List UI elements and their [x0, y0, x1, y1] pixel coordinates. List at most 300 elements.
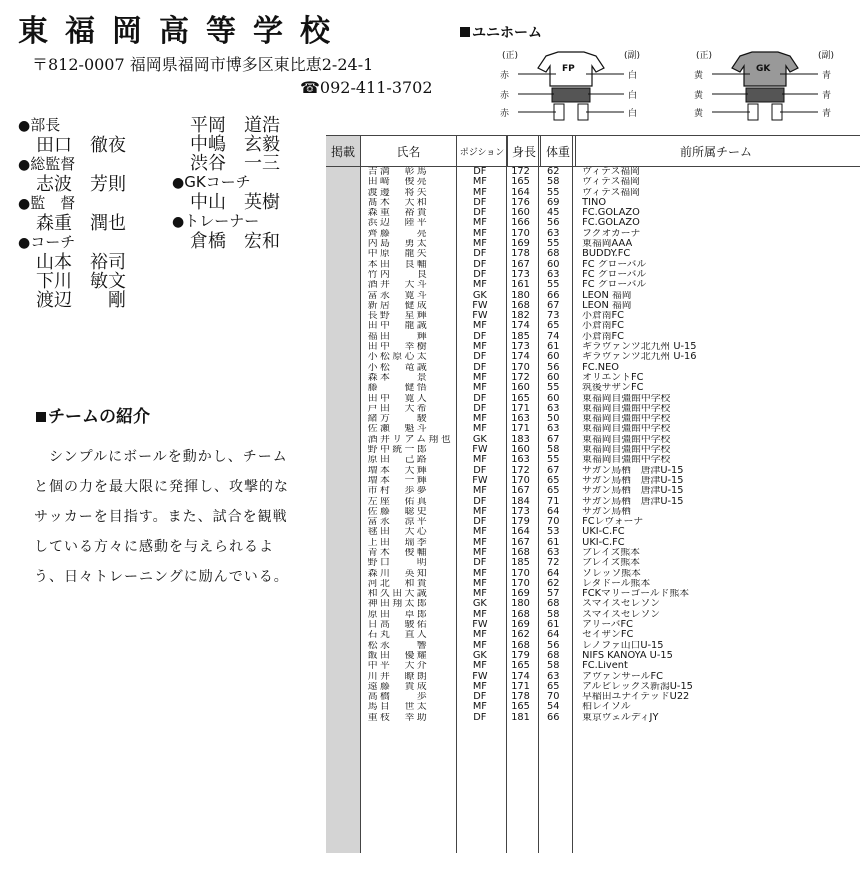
roster-row — [326, 332, 860, 342]
player-name: 野中統一郎 — [367, 445, 430, 456]
team-intro-title-text: チームの紹介 — [48, 407, 150, 427]
player-previous-team: アルビレックス新潟U-15 — [582, 681, 693, 692]
player-name: 田中 龍誠 — [367, 321, 430, 332]
player-previous-team: 小倉南FC — [582, 321, 625, 332]
player-height: 180 — [511, 598, 530, 610]
roster-row — [326, 692, 860, 702]
player-weight: 63 — [547, 227, 560, 239]
roster-row — [326, 641, 860, 651]
player-position: MF — [472, 505, 487, 517]
listed-cell — [326, 270, 360, 280]
player-height: 182 — [511, 310, 530, 322]
player-weight: 63 — [547, 268, 560, 280]
staff-name: 中嶋 玄毅 — [190, 134, 280, 155]
listed-cell — [326, 641, 360, 651]
player-position: DF — [473, 258, 487, 270]
player-height: 161 — [511, 279, 530, 291]
player-name: 中原 龍矢 — [367, 249, 430, 260]
fp-primary-label: (正) — [502, 51, 519, 61]
col-header-previous-team: 前所属チーム — [679, 144, 752, 159]
gk-shorts-color: 黄 — [694, 91, 704, 101]
player-height: 174 — [511, 351, 530, 363]
player-position: DF — [473, 361, 487, 373]
roster-row — [326, 610, 860, 620]
player-name: 増本 大輝 — [367, 465, 430, 476]
gk-shirt-color: 黄 — [694, 71, 704, 81]
staff-name: 渋谷 一三 — [190, 153, 280, 174]
player-position: DF — [473, 464, 487, 476]
roster-row — [326, 651, 860, 661]
player-height: 172 — [511, 464, 530, 476]
player-name: 本田 良輔 — [367, 259, 430, 270]
roster-row — [326, 486, 860, 496]
roster-row — [326, 599, 860, 609]
player-position: MF — [472, 341, 487, 353]
player-height: 172 — [511, 166, 530, 177]
player-weight: 55 — [547, 279, 560, 291]
player-name: 神田翔太郎 — [367, 599, 430, 610]
player-height: 165 — [511, 176, 530, 188]
player-position: MF — [472, 371, 487, 383]
player-previous-team: アリーバFC — [582, 620, 633, 631]
player-weight: 67 — [547, 433, 560, 445]
player-height: 176 — [511, 196, 530, 208]
roster-row — [326, 558, 860, 568]
player-previous-team: 東福岡自彊館中学校 — [582, 434, 671, 445]
player-weight: 68 — [547, 649, 560, 661]
player-previous-team: 柏レイソル — [582, 702, 631, 713]
player-previous-team: 東福岡自彊館中学校 — [582, 445, 671, 456]
player-previous-team: ヴィテス福岡 — [582, 187, 640, 198]
player-name: 藤 健悟 — [367, 383, 430, 394]
player-weight: 66 — [547, 711, 560, 723]
player-weight: 68 — [547, 598, 560, 610]
listed-cell — [326, 579, 360, 589]
player-height: 173 — [511, 505, 530, 517]
player-name: 青木 俊輔 — [367, 547, 430, 558]
listed-cell — [326, 589, 360, 599]
player-weight: 60 — [547, 371, 560, 383]
player-weight: 63 — [547, 402, 560, 414]
listed-cell — [326, 394, 360, 404]
gk-primary-label: (正) — [696, 51, 713, 61]
player-name: 左座 佑真 — [367, 496, 430, 507]
listed-cell — [326, 672, 360, 682]
player-name: 中平 大介 — [367, 661, 430, 672]
player-previous-team: FC グローバル — [582, 280, 647, 291]
staff-name: 山本 裕司 — [36, 252, 126, 273]
player-weight: 55 — [547, 186, 560, 198]
staff-name: 下川 敏文 — [36, 271, 126, 292]
player-weight: 57 — [547, 588, 560, 600]
player-name: 遠藤 貴成 — [367, 681, 430, 692]
staff-name: 志波 芳則 — [36, 174, 126, 195]
player-weight: 58 — [547, 660, 560, 672]
player-name: 吉満 彰馬 — [367, 167, 430, 177]
listed-cell — [326, 208, 360, 218]
player-previous-team: 東京ヴェルディJY — [582, 712, 659, 723]
roster-row — [326, 239, 860, 249]
player-position: FW — [472, 310, 488, 322]
player-previous-team: 東福岡自彊館中学校 — [582, 403, 671, 414]
listed-cell — [326, 239, 360, 249]
player-previous-team: セイザンFC — [582, 630, 634, 641]
roster-row — [326, 229, 860, 239]
player-height: 160 — [511, 382, 530, 394]
player-name: 毬田 大心 — [367, 527, 430, 538]
school-phone: ☎092-411-3702 — [300, 78, 433, 97]
player-height: 179 — [511, 649, 530, 661]
roster-row — [326, 424, 860, 434]
roster-row — [326, 579, 860, 589]
roster-row — [326, 321, 860, 331]
player-previous-team: LEON 福岡 — [582, 300, 632, 311]
listed-cell — [326, 692, 360, 702]
player-weight: 62 — [547, 577, 560, 589]
listed-cell — [326, 610, 360, 620]
player-previous-team: 小倉南FC — [582, 311, 625, 322]
player-height: 168 — [511, 546, 530, 558]
player-previous-team: サガン鳥栖 唐津U-15 — [582, 475, 684, 486]
player-name: 富永 涼平 — [367, 517, 430, 528]
col-header-height: 身長 — [508, 136, 541, 166]
player-previous-team: BUDDY.FC — [582, 249, 631, 260]
col-header-position: ポジション — [457, 136, 508, 166]
player-height: 170 — [511, 577, 530, 589]
player-weight: 65 — [547, 320, 560, 332]
roster-row — [326, 527, 860, 537]
fp-shirt-color: 赤 — [500, 71, 510, 81]
listed-cell — [326, 404, 360, 414]
gk-shorts-color-secondary: 青 — [822, 91, 832, 101]
fp-shorts-color-secondary: 白 — [628, 91, 638, 101]
player-position: MF — [472, 608, 487, 620]
fp-secondary-label: (副) — [624, 51, 641, 61]
listed-cell — [326, 682, 360, 692]
player-name: 佐瀬 魁斗 — [367, 424, 430, 435]
player-weight: 58 — [547, 176, 560, 188]
gk-shirt-color-secondary: 青 — [822, 71, 832, 81]
listed-cell — [326, 291, 360, 301]
player-name: 渡邊 将矢 — [367, 187, 430, 198]
player-position: DF — [473, 495, 487, 507]
staff-name: 倉橋 宏和 — [190, 231, 280, 252]
listed-cell — [326, 218, 360, 228]
player-previous-team: ギラヴァンツ北九州 U-15 — [582, 342, 697, 353]
player-name: 石丸 直人 — [367, 630, 430, 641]
player-height: 173 — [511, 341, 530, 353]
player-position: MF — [472, 577, 487, 589]
player-height: 163 — [511, 454, 530, 466]
player-weight: 70 — [547, 691, 560, 703]
player-name: 佐藤 聡史 — [367, 506, 430, 517]
player-height: 173 — [511, 268, 530, 280]
player-position: MF — [472, 629, 487, 641]
staff-name: 渡辺 剛 — [36, 290, 126, 311]
gk-socks-color-secondary: 青 — [822, 109, 832, 119]
gk-secondary-label: (副) — [818, 51, 835, 61]
player-height: 171 — [511, 402, 530, 414]
listed-cell — [326, 713, 360, 723]
player-height: 185 — [511, 330, 530, 342]
fp-socks-color-secondary: 白 — [628, 109, 638, 119]
listed-cell — [326, 599, 360, 609]
listed-cell — [326, 260, 360, 270]
player-weight: 60 — [547, 258, 560, 270]
player-previous-team: サガン鳥栖 唐津U-15 — [582, 486, 684, 497]
listed-cell — [326, 424, 360, 434]
player-position: DF — [473, 166, 487, 177]
player-position: DF — [473, 196, 487, 208]
player-previous-team: UKI-C.FC — [582, 527, 625, 538]
roster-row — [326, 249, 860, 259]
player-previous-team: ブレイズ熊本 — [582, 547, 640, 558]
gk-shirt-label: GK — [756, 64, 771, 74]
player-weight: 68 — [547, 248, 560, 260]
player-name: 和久田大誠 — [367, 589, 430, 600]
player-weight: 61 — [547, 536, 560, 548]
player-height: 170 — [511, 227, 530, 239]
fp-shirt-color-secondary: 白 — [628, 71, 638, 81]
player-position: DF — [473, 207, 487, 219]
player-weight: 71 — [547, 495, 560, 507]
fp-uniform-diagram — [496, 46, 646, 124]
listed-cell — [326, 476, 360, 486]
player-previous-team: サガン鳥栖 唐津U-15 — [582, 496, 684, 507]
roster-table — [326, 135, 860, 853]
player-position: DF — [473, 711, 487, 723]
roster-row — [326, 363, 860, 373]
roster-row — [326, 198, 860, 208]
player-previous-team: FC グローバル — [582, 269, 647, 280]
player-name: 森本 景 — [367, 372, 430, 383]
player-previous-team: 東福岡自彊館中学校 — [582, 414, 671, 425]
player-name: 齊藤 亮 — [367, 228, 430, 239]
listed-cell — [326, 373, 360, 383]
roster-row — [326, 167, 860, 177]
listed-cell — [326, 538, 360, 548]
staff-name: 森重 潤也 — [36, 213, 126, 234]
player-name: 原田 己路 — [367, 455, 430, 466]
roster-row — [326, 517, 860, 527]
roster-row — [326, 188, 860, 198]
listed-cell — [326, 702, 360, 712]
listed-cell — [326, 342, 360, 352]
player-name: 長野 星輝 — [367, 311, 430, 322]
player-weight: 72 — [547, 557, 560, 569]
player-weight: 55 — [547, 382, 560, 394]
roster-row — [326, 280, 860, 290]
gk-uniform-diagram — [690, 46, 840, 124]
player-name: 市村 歩夢 — [367, 486, 430, 497]
listed-cell — [326, 527, 360, 537]
player-weight: 55 — [547, 238, 560, 250]
listed-cell — [326, 280, 360, 290]
player-height: 174 — [511, 320, 530, 332]
player-height: 168 — [511, 639, 530, 651]
player-weight: 61 — [547, 341, 560, 353]
player-name: 河北 和貴 — [367, 578, 430, 589]
player-position: MF — [472, 176, 487, 188]
player-weight: 64 — [547, 567, 560, 579]
player-weight: 61 — [547, 619, 560, 631]
roster-row — [326, 342, 860, 352]
player-previous-team: NIFS KANOYA U-15 — [582, 650, 673, 661]
roster-header — [326, 135, 860, 167]
player-height: 163 — [511, 413, 530, 425]
player-previous-team: 早稲田ユナイテッドU22 — [582, 692, 690, 703]
player-height: 174 — [511, 670, 530, 682]
player-previous-team: フクオカーナ — [582, 228, 641, 239]
roster-row — [326, 466, 860, 476]
player-height: 171 — [511, 680, 530, 692]
player-weight: 70 — [547, 516, 560, 528]
listed-cell — [326, 651, 360, 661]
roster-row — [326, 620, 860, 630]
player-position: MF — [472, 217, 487, 229]
player-position: DF — [473, 392, 487, 404]
gk-uniform-icon — [690, 46, 840, 124]
player-previous-team: ソレッソ熊本 — [582, 568, 641, 579]
player-position: MF — [472, 485, 487, 497]
player-name: 新居 健成 — [367, 300, 430, 311]
player-position: FW — [472, 474, 488, 486]
player-position: DF — [473, 330, 487, 342]
player-height: 167 — [511, 258, 530, 270]
player-weight: 53 — [547, 526, 560, 538]
player-previous-team: ヴィテス福岡 — [582, 167, 640, 177]
player-previous-team: 筑後サザンFC — [582, 383, 644, 394]
player-height: 164 — [511, 186, 530, 198]
roster-row — [326, 445, 860, 455]
player-height: 165 — [511, 660, 530, 672]
player-previous-team: サガン鳥栖 唐津U-15 — [582, 465, 684, 476]
player-weight: 55 — [547, 454, 560, 466]
player-previous-team: FC.GOLAZO — [582, 208, 640, 219]
player-position: MF — [472, 526, 487, 538]
listed-cell — [326, 497, 360, 507]
player-name: 酒井リアム翔也 — [367, 434, 454, 445]
player-height: 178 — [511, 248, 530, 260]
player-name: 飯田 優耀 — [367, 650, 430, 661]
player-height: 169 — [511, 238, 530, 250]
player-position: MF — [472, 454, 487, 466]
player-height: 184 — [511, 495, 530, 507]
roster-row — [326, 682, 860, 692]
listed-cell — [326, 466, 360, 476]
staff-list-right — [172, 116, 322, 251]
roster-row — [326, 260, 860, 270]
roster-row — [326, 373, 860, 383]
player-height: 170 — [511, 474, 530, 486]
player-height: 165 — [511, 701, 530, 713]
player-name: 田﨑 俊亮 — [367, 177, 430, 188]
player-height: 168 — [511, 608, 530, 620]
player-height: 170 — [511, 361, 530, 373]
player-height: 169 — [511, 619, 530, 631]
roster-row — [326, 291, 860, 301]
player-height: 181 — [511, 711, 530, 723]
gk-socks-color: 黄 — [694, 109, 704, 119]
player-name: 浜辺 陸平 — [367, 218, 430, 229]
staff-name: 平岡 道浩 — [190, 115, 280, 136]
listed-cell — [326, 569, 360, 579]
player-previous-team: FC グローバル — [582, 259, 647, 270]
player-height: 167 — [511, 536, 530, 548]
team-intro-text: シンプルにボールを動かし、チームと個の力を最大限に発揮し、攻撃的なサッカーを目指す。また、試合を観戦している方々に感動を与えられるよう、日々トレーニングに励んでいる。 — [34, 449, 289, 585]
player-position: MF — [472, 567, 487, 579]
player-position: DF — [473, 402, 487, 414]
player-position: MF — [472, 423, 487, 435]
roster-row — [326, 702, 860, 712]
staff-role: ● コーチ — [18, 233, 168, 253]
player-position: DF — [473, 691, 487, 703]
player-name: 森重 裕貴 — [367, 208, 430, 219]
player-position: DF — [473, 557, 487, 569]
player-weight: 63 — [547, 423, 560, 435]
listed-cell — [326, 249, 360, 259]
staff-name: 中山 英樹 — [190, 192, 280, 213]
player-name: 日高 駿佑 — [367, 620, 430, 631]
player-name: 戸田 大希 — [367, 403, 430, 414]
player-position: FW — [472, 299, 488, 311]
player-name: 田中 幸樹 — [367, 342, 430, 353]
roster-row — [326, 713, 860, 723]
player-weight: 65 — [547, 474, 560, 486]
player-previous-team: オリエントFC — [582, 372, 644, 383]
player-name: 増本 一輝 — [367, 475, 430, 486]
player-weight: 50 — [547, 413, 560, 425]
player-name: 緒方 駿 — [367, 414, 430, 425]
player-weight: 58 — [547, 444, 560, 456]
listed-cell — [326, 661, 360, 671]
player-weight: 67 — [547, 464, 560, 476]
player-height: 165 — [511, 392, 530, 404]
col-header-listed: 掲載 — [326, 136, 361, 166]
player-weight: 66 — [547, 289, 560, 301]
player-position: MF — [472, 279, 487, 291]
player-position: DF — [473, 351, 487, 363]
player-position: GK — [472, 649, 487, 661]
player-height: 162 — [511, 629, 530, 641]
staff-role: ● 総監督 — [18, 155, 168, 175]
player-previous-team: 東福岡自彊館中学校 — [582, 393, 671, 404]
player-height: 166 — [511, 217, 530, 229]
listed-cell — [326, 445, 360, 455]
player-previous-team: レタドール熊本 — [582, 578, 651, 589]
staff-role: ● 部長 — [18, 116, 168, 136]
player-name: 重枝 幸助 — [367, 712, 430, 723]
player-height: 179 — [511, 516, 530, 528]
listed-cell — [326, 486, 360, 496]
fp-uniform-icon — [496, 46, 646, 124]
roster-body — [326, 167, 860, 723]
player-position: FW — [472, 670, 488, 682]
listed-cell — [326, 229, 360, 239]
player-position: MF — [472, 660, 487, 672]
player-position: MF — [472, 382, 487, 394]
listed-cell — [326, 455, 360, 465]
player-previous-team: サガン鳥栖 — [582, 506, 631, 517]
player-position: MF — [472, 186, 487, 198]
player-position: MF — [472, 546, 487, 558]
player-weight: 69 — [547, 196, 560, 208]
team-intro-title — [36, 402, 150, 427]
player-position: GK — [472, 598, 487, 610]
player-weight: 62 — [547, 166, 560, 177]
player-weight: 65 — [547, 485, 560, 497]
player-position: MF — [472, 320, 487, 332]
